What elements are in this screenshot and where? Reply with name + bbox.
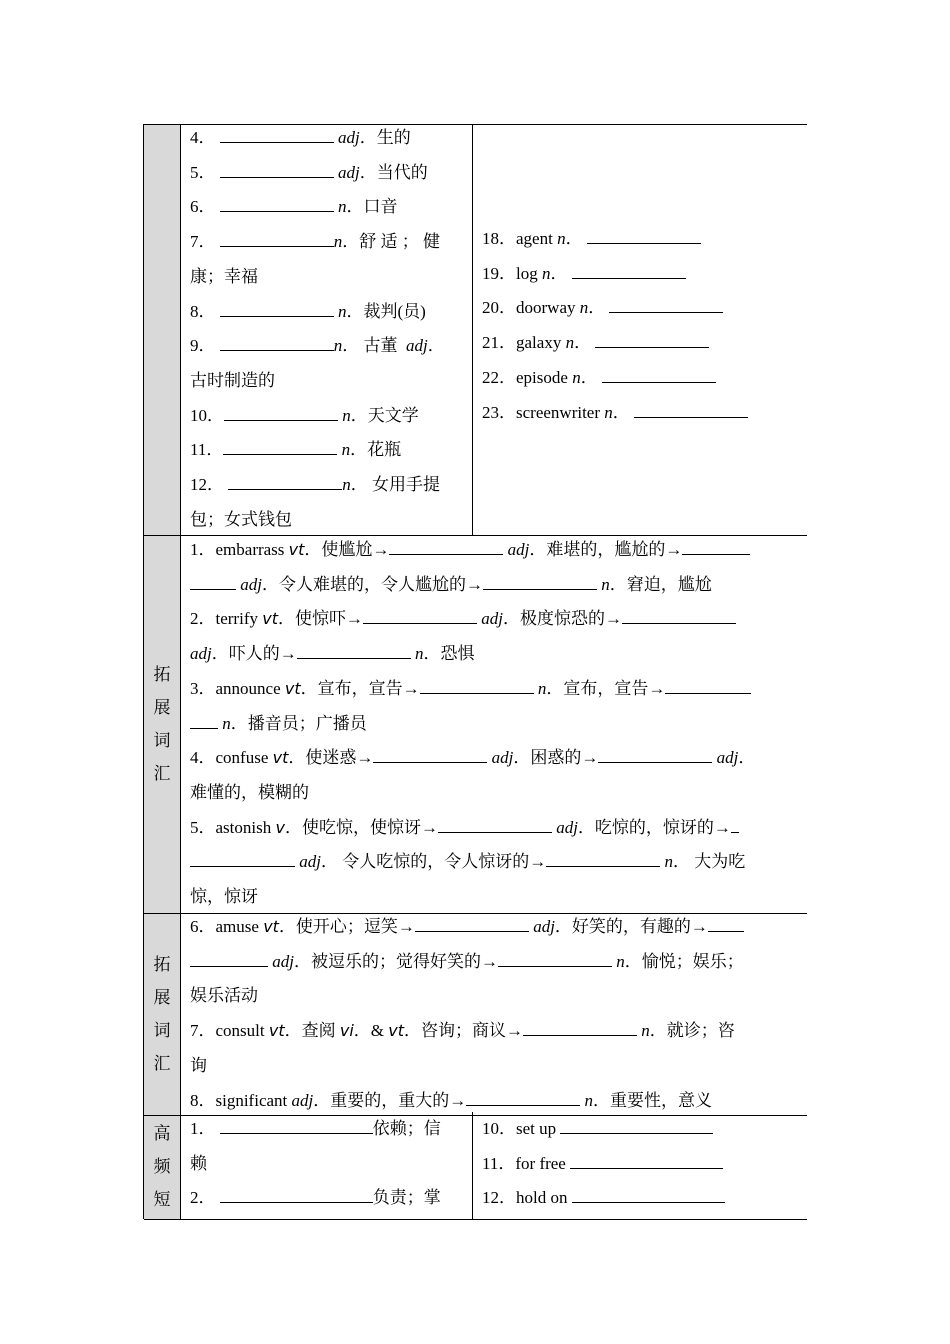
list-item: 11．for free xyxy=(473,1147,807,1182)
section-3-side-label xyxy=(144,914,181,1115)
list-item: 8． n．裁判(员) xyxy=(181,295,472,330)
list-item: 8．significant adj．重要的，重大的→ n．重要性，意义 xyxy=(181,1084,807,1119)
section-4-side-label xyxy=(144,1116,181,1219)
list-item: 5． adj．当代的 xyxy=(181,156,472,191)
list-item-cont: 包；女式钱包 xyxy=(190,509,292,529)
side-char: 展 xyxy=(153,987,171,1008)
list-item: 12．hold on xyxy=(473,1181,807,1216)
list-item-cont: 询 xyxy=(190,1055,207,1075)
section-1-side xyxy=(144,125,181,535)
side-char: 展 xyxy=(153,697,171,718)
section-2-side-label xyxy=(144,536,181,913)
list-item-cont: 康；幸福 xyxy=(190,266,258,286)
list-item-cont: 赖 xyxy=(190,1153,207,1173)
list-item: n．播音员；广播员 xyxy=(181,707,807,742)
side-char: 拓 xyxy=(153,664,171,685)
section-1-right-cell xyxy=(472,125,807,535)
list-item: 5．astonish v．使吃惊，使惊讶→ adj．吃惊的，惊讶的→ xyxy=(181,811,807,846)
list-item: 3．announce vt．宣布，宣告→ n．宣布，宣告→ xyxy=(181,672,807,707)
side-char: 拓 xyxy=(153,954,171,975)
list-item: 9． n． 古董 adj． xyxy=(181,329,472,364)
list-item-cont: 难懂的，模糊的 xyxy=(190,782,309,802)
list-item: 1．embarrass vt．使尴尬→ adj．难堪的，尴尬的→ xyxy=(181,533,807,568)
side-char: 高 xyxy=(153,1124,171,1144)
list-item: 7． n．舒 适 ； 健 xyxy=(181,225,472,260)
list-item-cont: 古时制造的 xyxy=(190,370,275,390)
section-3-row xyxy=(144,914,807,1116)
side-char: 词 xyxy=(153,730,171,751)
list-item: 11． n．花瓶 xyxy=(181,433,472,468)
list-item: adj．吓人的→ n．恐惧 xyxy=(181,637,807,672)
list-item: 2．terrify vt．使惊吓→ adj．极度惊恐的→ xyxy=(181,602,807,637)
list-item: 4．confuse vt．使迷惑→ adj．困惑的→ adj． xyxy=(181,741,807,776)
list-item: 23．screenwriter n． xyxy=(473,396,807,431)
list-item: 20．doorway n． xyxy=(473,291,807,326)
section-3-content xyxy=(181,910,807,1115)
list-item: 10． n．天文学 xyxy=(181,399,472,434)
list-item: 10．set up xyxy=(473,1112,807,1147)
side-char: 汇 xyxy=(153,763,171,784)
section-2-content xyxy=(181,533,807,913)
list-item: 7．consult vt．查阅 vi．& vt．咨询；商议→ n．就诊；咨 xyxy=(181,1014,807,1049)
list-item: 1． 依赖；信 xyxy=(181,1112,472,1147)
side-char: 频 xyxy=(153,1157,171,1177)
section-1-row xyxy=(144,125,807,536)
list-item: 2． 负责；掌 xyxy=(181,1181,472,1216)
list-item-cont: 惊，惊讶 xyxy=(190,887,258,907)
section-1-left-cell xyxy=(181,121,472,535)
list-item: 6．amuse vt．使开心；逗笑→ adj．好笑的，有趣的→ xyxy=(181,910,807,945)
list-item: 6． n．口音 xyxy=(181,190,472,225)
section-4-right-cell xyxy=(472,1112,807,1219)
section-4-row xyxy=(144,1116,807,1220)
side-char: 短 xyxy=(153,1190,171,1210)
list-item: 12． n． 女用手提 xyxy=(181,468,472,503)
list-item: 19．log n． xyxy=(473,257,807,292)
list-item: 4． adj．生的 xyxy=(181,121,472,156)
list-item: adj．令人难堪的，令人尴尬的→ n．窘迫，尴尬 xyxy=(181,568,807,603)
vocabulary-table xyxy=(143,124,807,1219)
list-item: 21．galaxy n． xyxy=(473,326,807,361)
list-item: 22．episode n． xyxy=(473,361,807,396)
side-char: 词 xyxy=(153,1020,171,1041)
list-item: 18．agent n． xyxy=(473,222,807,257)
side-char: 汇 xyxy=(153,1053,171,1074)
list-item: adj． 令人吃惊的，令人惊讶的→ n． 大为吃 xyxy=(181,845,807,880)
section-4-left-cell xyxy=(181,1112,472,1219)
section-2-row xyxy=(144,536,807,914)
list-item-cont: 娱乐活动 xyxy=(190,986,258,1006)
list-item: adj．被逗乐的；觉得好笑的→ n．愉悦；娱乐； xyxy=(181,945,807,980)
